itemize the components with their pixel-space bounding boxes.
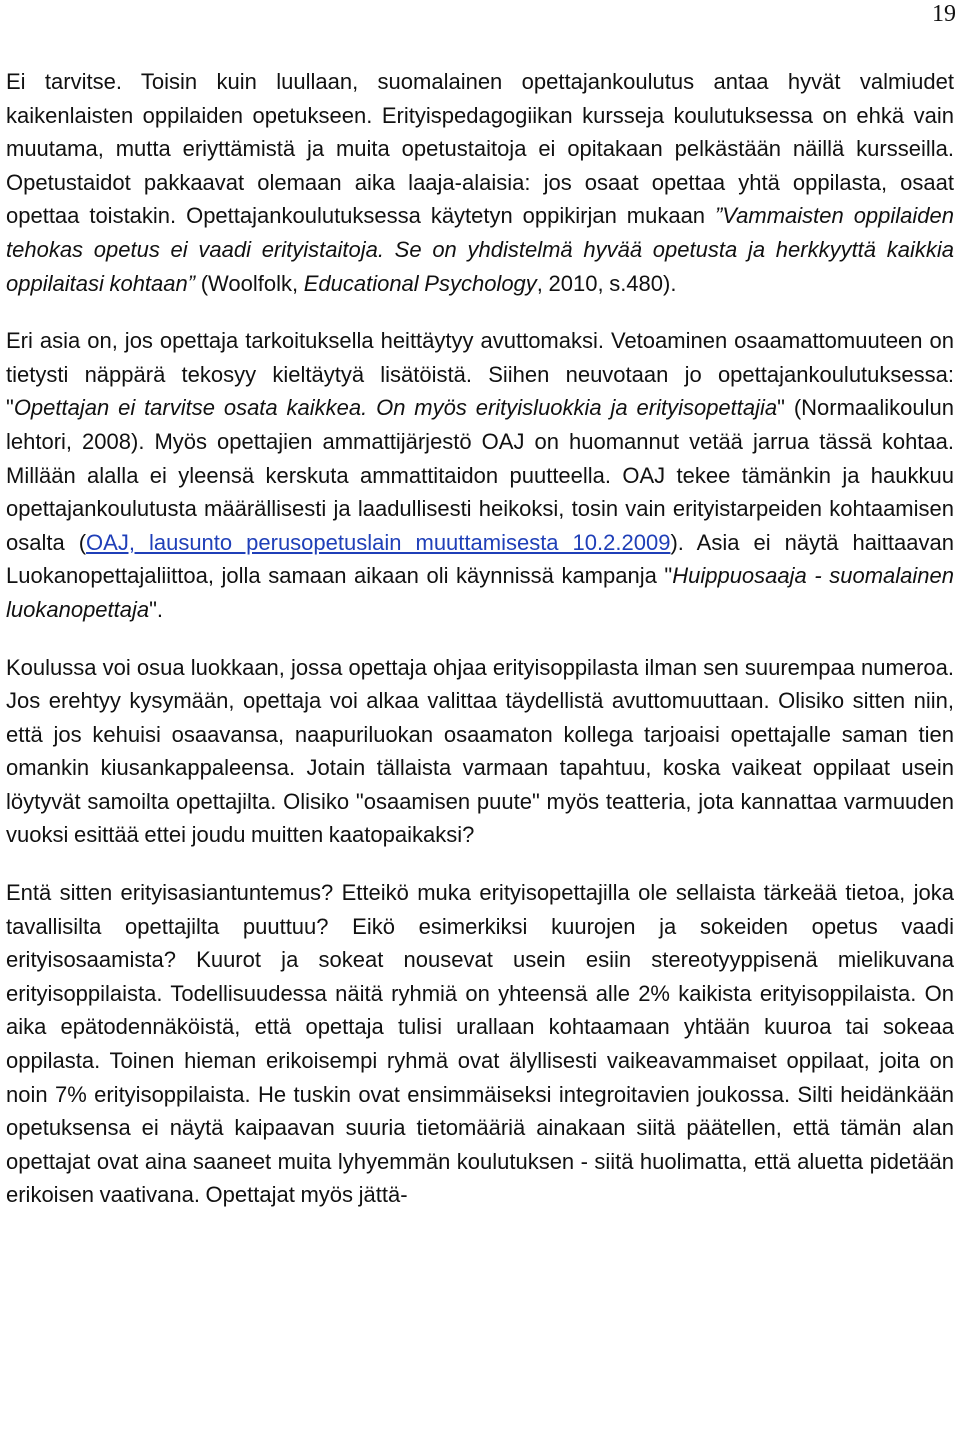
text-segment: " (Normaalikoulun lehtori, 2008). Myös opettajien ammattijärjestö OAJ on huomannut vetää jarrua tässä kohtaa. Millään alalla ei yleensä kerskuta ammattitaidon puutteella. OAJ tekee tämänkin ja haukkuu opettajankoulutusta määrällisesti ja laadullisesti heikoksi, tosin vain erityistarpeiden kohtaamisen osalta ( bbox=[6, 395, 954, 555]
paragraph-4 bbox=[6, 876, 954, 1212]
text-segment: Eri asia on, jos opettaja tarkoituksella heittäytyy avuttomaksi. Vetoaminen osaamattomuuteen on tietysti näppärä tekosyy kieltäytyä lisätöistä. Siihen neuvotaan jo opettajankoulutuksessa: " bbox=[6, 328, 954, 421]
paragraph-2 bbox=[6, 324, 954, 626]
text-segment: (Woolfolk, bbox=[200, 270, 304, 296]
paragraph-3 bbox=[6, 651, 954, 853]
text-segment: Koulussa voi osua luokkaan, jossa opettaja ohjaa erityisoppilasta ilman sen suurempaa numeroa. Jos erehtyy kysymään, opettaja voi alkaa valittaa täydellistä avuttomuuttaan. Olisiko sitten niin, että jos kehuisi osaavansa, naapuriluokan osaamaton kollega tarjoaisi opettajalle saman tien omankin kiusankappaleensa. Jotain tällaista varmaan tapahtuu, koska vaikeat oppilaat usein löytyvät samoilta opettajilta. Olisiko "osaamisen puute" myös teatteria, jota kannattaa varmuuden vuoksi esittää ettei joudu muitten kaatopaikaksi? bbox=[6, 654, 954, 848]
body-text bbox=[6, 65, 954, 1212]
italic-quote: ”Vammaisten oppilaiden tehokas opetus ei vaadi erityistaitoja. Se on yhdistelmä hyvää opetusta ja herkkyyttä kaikkia oppilaitasi kohtaan” bbox=[6, 203, 955, 296]
text-segment: ". bbox=[149, 596, 164, 622]
book-title: Educational Psychology bbox=[303, 270, 537, 296]
text-segment: ). Asia ei näytä haittaavan Luokanopettajaliittoa, jolla samaan aikaan oli käynnissä kampanja " bbox=[6, 529, 954, 589]
text-segment: , 2010, s.480). bbox=[536, 270, 677, 296]
text-segment: Ei tarvitse. Toisin kuin luullaan, suomalainen opettajankoulutus antaa hyvät valmiudet kaikenlaisten oppilaiden opetukseen. Erityispedagogiikan kursseja koulutuksessa on ehkä vain muutama, mutta eriyttämistä ja muita opetustaitoja ei opitakaan pelkästään näillä kursseilla. Opetustaidot pakkaavat olemaan aika laaja-alaisia: jos osaat opettaa yhtä oppilasta, osaat opettaa toistakin. Opettajankoulutuksessa käytetyn oppikirjan mukaan bbox=[6, 69, 954, 229]
text-segment: Entä sitten erityisasiantuntemus? Etteikö muka erityisopettajilla ole sellaista tärkeää tietoa, joka tavallisilta opettajilta puuttuu? Eikö esimerkiksi kuurojen ja sokeiden opetus vaadi erityisosaamista? Kuurot ja sokeat nousevat usein esiin stereotyyppisenä mielikuvana erityisoppilaista. Todellisuudessa näitä ryhmiä on yhteensä alle 2% kaikista erityisoppilaista. On aika epätodennäköistä, että opettaja tulisi urallaan kohtaamaan yhtään kuuroa tai sokeaa oppilasta. Toinen hieman erikoisempi ryhmä ovat älyllisesti vaikeavammaiset oppilaat, joita on noin 7% erityisoppilaista. He tuskin ovat ensimmäiseksi integroitavien joukossa. Silti heidänkään opetuksensa ei näytä kaipaavan suuria tietomääriä ainakaan siitä päätellen, että tämän alan opettajat ovat aina saaneet muita lyhyemmän koulutuksen - siitä huolimatta, että aluetta pidetään erikoisen vaativana. Opettajat myös jättä- bbox=[6, 880, 954, 1208]
italic-quote: Opettajan ei tarvitse osata kaikkea. On myös erityisluokkia ja erityisopettajia bbox=[13, 395, 778, 421]
paragraph-1 bbox=[6, 65, 954, 300]
oaj-statement-link[interactable]: OAJ, lausunto perusopetuslain muuttamisesta 10.2.2009 bbox=[86, 529, 671, 555]
page-number: 19 bbox=[932, 1, 956, 27]
campaign-title: Huippuosaaja - suomalainen luokanopettaja bbox=[6, 563, 954, 622]
